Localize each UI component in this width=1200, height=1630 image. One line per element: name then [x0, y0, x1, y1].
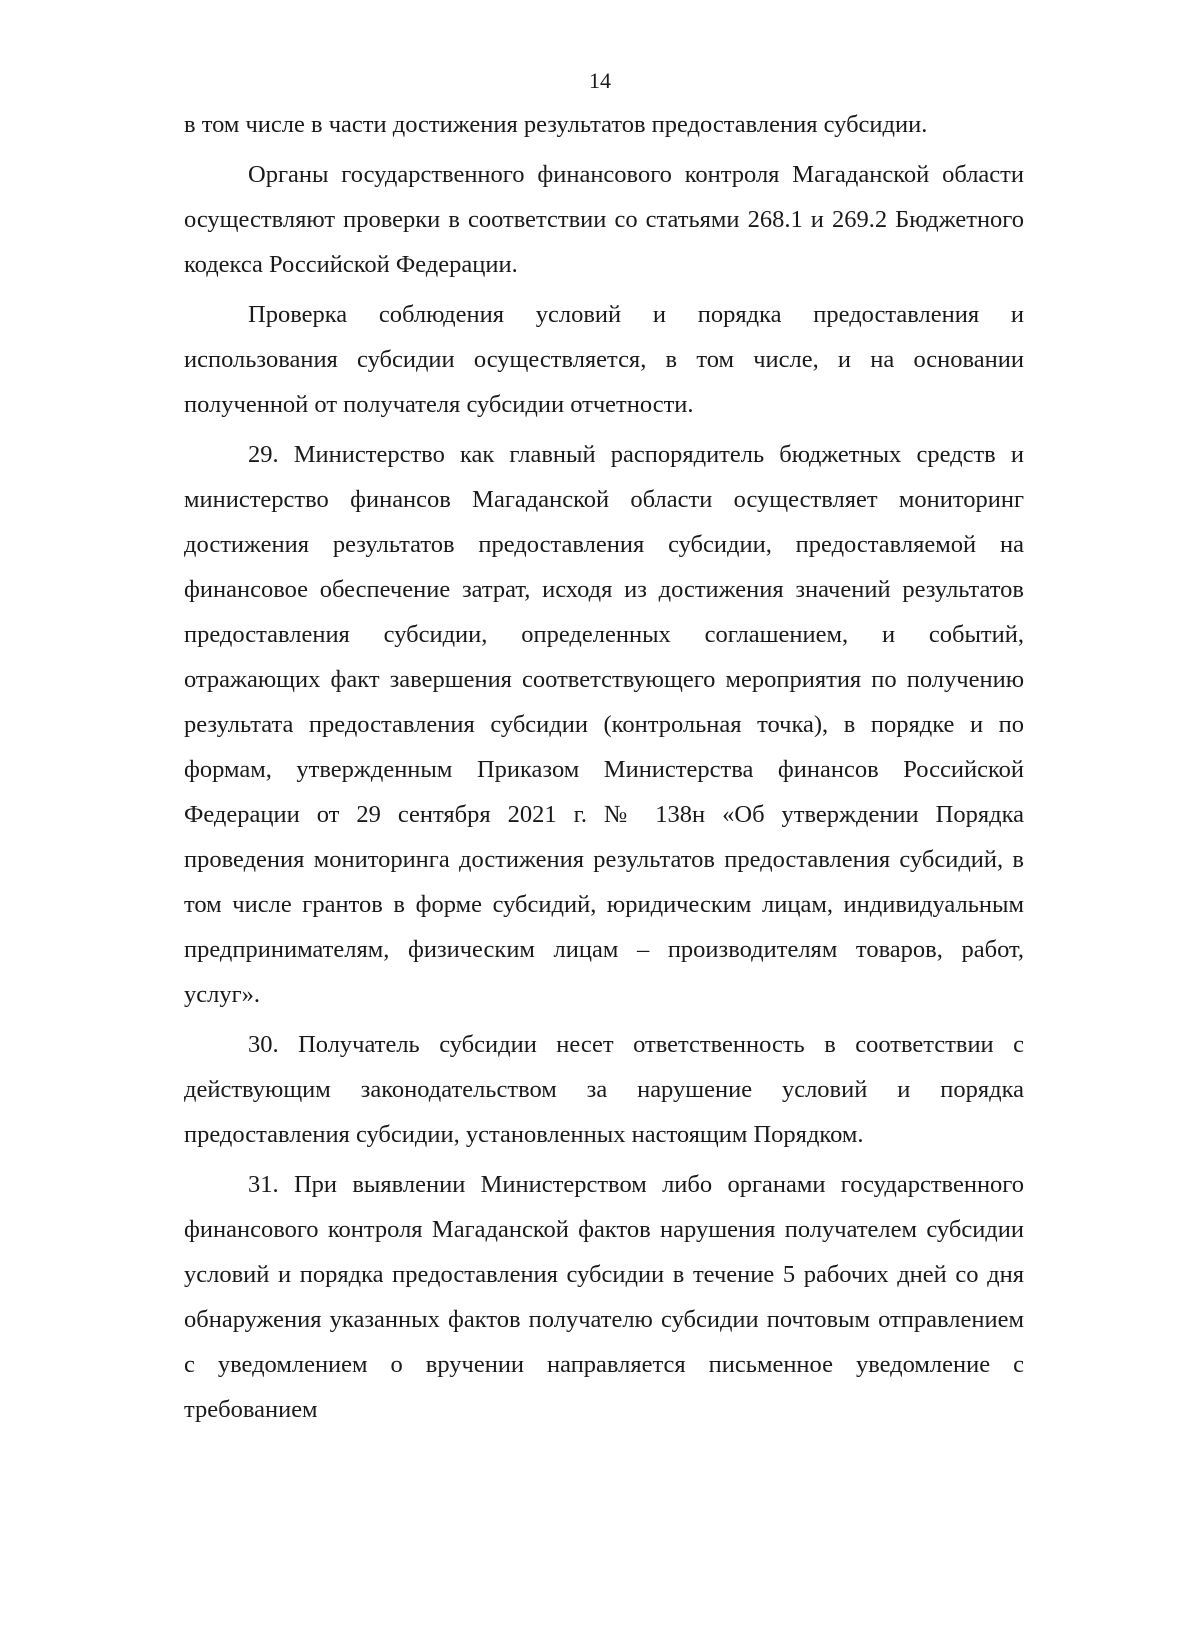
paragraph-30-responsibility: 30. Получатель субсидии несет ответственность в соответствии с действующим законодательством за нарушение условий и порядка предоставления субсидии, установленных настоящим Порядком. — [184, 1031, 1024, 1148]
paragraph-29-monitoring: 29. Министерство как главный распорядитель бюджетных средств и министерство финансов Магаданской области осуществляет мониторинг достижения результатов предоставления субсидии, предоставляемой на финансовое обеспечение затрат, исходя из достижения значений результатов предоставления субсидии, определенных соглашением, и событий, отражающих факт завершения соответствующего мероприятия по получению результата предоставления субсидии (контрольная точка), в порядке и по формам, утвержденным Приказом Министерства финансов Российской Федерации от 29 сентября 2021 г. № 138н «Об утверждении Порядка проведения мониторинга достижения результатов предоставления субсидий, в том числе грантов в форме субсидий, юридическим лицам, индивидуальным предпринимателям, физическим лицам – производителям товаров, работ, услуг». — [184, 441, 1024, 1008]
paragraph-compliance-check: Проверка соблюдения условий и порядка предоставления и использования субсидии осуществляется, в том числе, и на основании полученной от получателя субсидии отчетности. — [184, 301, 1024, 418]
paragraph-control-bodies: Органы государственного финансового контроля Магаданской области осуществляют проверки в соответствии со статьями 268.1 и 269.2 Бюджетного кодекса Российской Федерации. — [184, 161, 1024, 278]
paragraph-continuation: в том числе в части достижения результатов предоставления субсидии. — [184, 111, 928, 138]
document-body — [184, 102, 1024, 1432]
page-number: 14 — [589, 68, 611, 93]
paragraph-31-violations: 31. При выявлении Министерством либо органами государственного финансового контроля Магаданской фактов нарушения получателем субсидии условий и порядка предоставления субсидии в течение 5 рабочих дней со дня обнаружения указанных фактов получателю субсидии почтовым отправлением с уведомлением о вручении направляется письменное уведомление с требованием — [184, 1171, 1024, 1423]
